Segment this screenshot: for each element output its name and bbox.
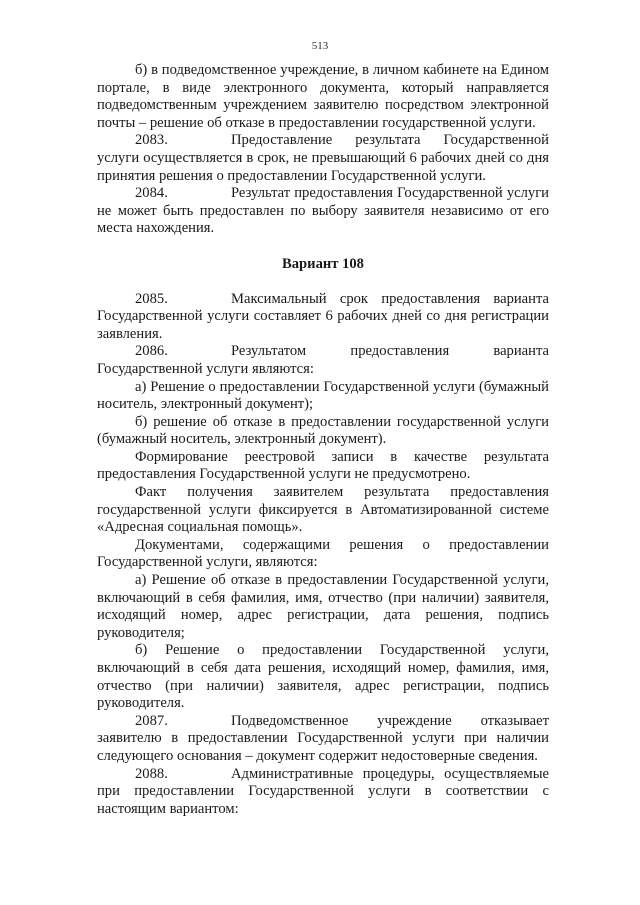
- list-item-a-grant-decision: а) Решение о предоставлении Государственной услуги (бумажный носитель, электронный документ);: [97, 378, 549, 413]
- list-item-b-grant-document: б) Решение о предоставлении Государственной услуги, включающий в себя дата решения, исходящий номер, фамилия, имя, отчество (при наличии) заявителя, адрес регистрации, подпись руководителя.: [97, 642, 549, 712]
- paragraph-text: Результатом предоставления варианта Государственной услуги являются:: [97, 343, 549, 377]
- paragraph-number: 2086.: [135, 343, 168, 360]
- paragraph-number: 2085.: [135, 290, 168, 307]
- paragraph-text: Административные процедуры, осуществляемые при предоставлении Государственной услуги в соответствии с настоящим вариантом:: [97, 765, 549, 817]
- paragraph-decision-documents: Документами, содержащими решения о предоставлении Государственной услуги, являются:: [97, 536, 549, 571]
- paragraph-number: 2084.: [135, 185, 168, 202]
- paragraph-number: 2083.: [135, 132, 168, 149]
- paragraph-number: 2087.: [135, 712, 168, 729]
- paragraph-2083: [97, 132, 549, 185]
- paragraph-2087: [97, 713, 549, 766]
- paragraph-b-personal-account: б) в подведомственное учреждение, в личном кабинете на Едином портале, в виде электронного документа, который направляется подведомственным учреждением заявителю посредством электронной почты – решение об отказе в предоставлении государственной услуги.: [97, 62, 549, 131]
- paragraph-registry-record: Формирование реестровой записи в качестве результата предоставления Государственной услуги не предусмотрено.: [97, 448, 549, 483]
- list-item-a-refusal-document: а) Решение об отказе в предоставлении Государственной услуги, включающий в себя фамилия, имя, отчество (при наличии) заявителя, исходящий номер, адрес регистрации, дата решения, подпись руководителя;: [97, 572, 549, 641]
- page-content: [97, 62, 549, 818]
- paragraph-text: Результат предоставления Государственной услуги не может быть предоставлен по выбору заявителя независимо от его места нахождения.: [97, 185, 549, 237]
- paragraph-text: Максимальный срок предоставления варианта Государственной услуги составляет 6 рабочих дней со дня регистрации заявления.: [97, 290, 549, 342]
- list-item-b-refusal-decision: б) решение об отказе в предоставлении государственной услуги (бумажный носитель, электронный документ).: [97, 413, 549, 448]
- paragraph-2084: [97, 185, 549, 238]
- section-heading: Вариант 108: [282, 255, 364, 272]
- paragraph-text: Подведомственное учреждение отказывает заявителю в предоставлении Государственной услуги при наличии следующего основания – документ содержит недостоверные сведения.: [97, 712, 549, 764]
- paragraph-text: Предоставление результата Государственной услуги осуществляется в срок, не превышающий 6 рабочих дней со дня принятия решения о предоставлении Государственной услуги.: [97, 132, 549, 184]
- paragraph-receipt-fact: Факт получения заявителем результата предоставления государственной услуги фиксируется в Автоматизированной системе «Адресная социальная помощь».: [97, 484, 549, 536]
- paragraph-2088: [97, 766, 549, 819]
- paragraph-2086: [97, 343, 549, 378]
- paragraph-number: 2088.: [135, 765, 168, 782]
- paragraph-2085: [97, 291, 549, 344]
- page-number: 513: [311, 40, 329, 52]
